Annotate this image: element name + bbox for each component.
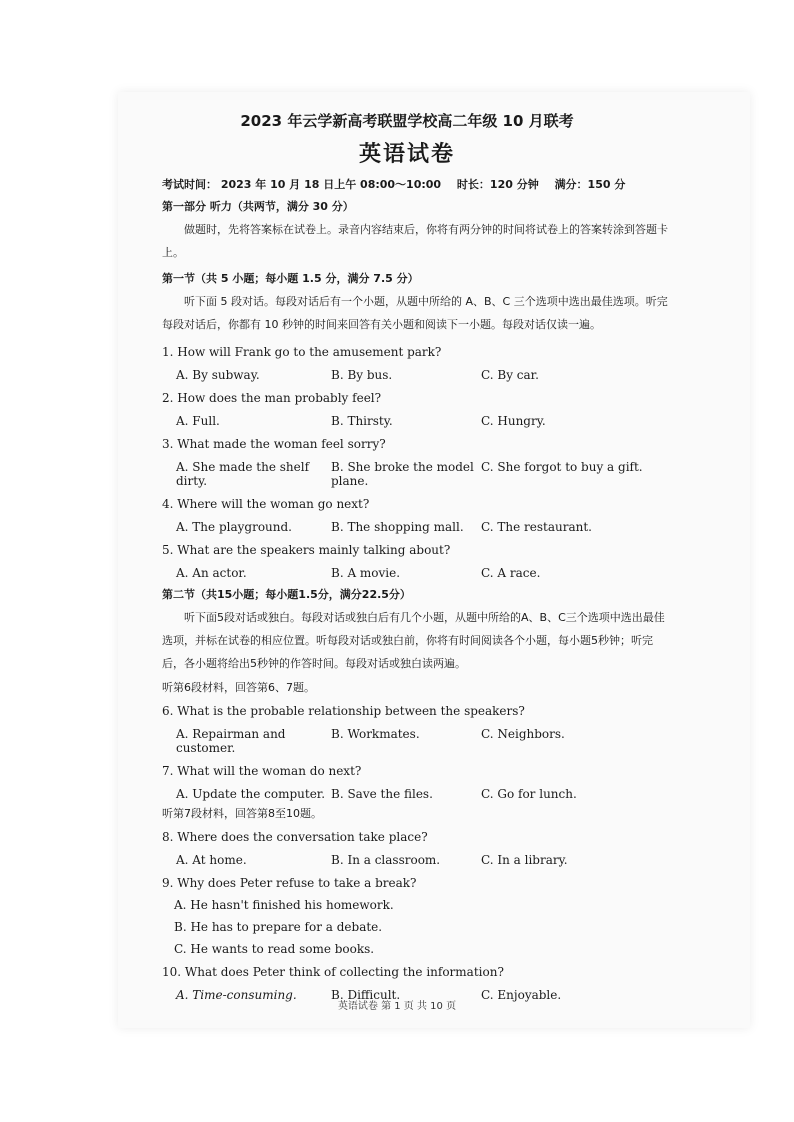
option-a: A. Update the computer. [176,787,326,801]
option-c: C. Hungry. [481,414,546,428]
option-a: A. The playground. [176,520,292,534]
part1-instruction: 做题时，先将答案标在试卷上。录音内容结束后，你将有两分钟的时间将试卷上的答案转涂到答题卡上。 [162,223,668,259]
option-b: B. She broke the model plane. [331,460,474,488]
section1-heading: 第一节（共 5 小题；每小题 1.5 分，满分 7.5 分） [162,272,419,285]
section2-instruction: 听下面5段对话或独白。每段对话或独白后有几个小题，从题中所给的A、B、C三个选项中选出最佳选项，并标在试卷的相应位置。听每段对话或独白前，你将有时间阅读各个小题，每小题5秒钟；听完后，各小题将给出5秒钟的作答时间。每段对话或独白读两遍。 [162,611,665,670]
question-6 [162,704,672,755]
options [174,898,672,956]
question-text: 8. Where does the conversation take place? [162,830,428,844]
option-a: A. Full. [176,414,220,428]
question-text: 6. What is the probable relationship between the speakers? [162,704,525,718]
option-a: A. He hasn't finished his homework. [174,898,394,912]
option-a: A. By subway. [176,368,260,382]
question-7 [162,764,672,801]
question-1 [162,345,672,382]
question-text: 4. Where will the woman go next? [162,497,370,511]
question-3 [162,437,672,488]
options [176,787,672,801]
question-text: 5. What are the speakers mainly talking about? [162,543,451,557]
option-c: C. Neighbors. [481,727,565,741]
question-text: 9. Why does Peter refuse to take a break? [162,876,417,890]
option-b: B. Workmates. [331,727,420,741]
material-7-note: 听第7段材料，回答第8至10题。 [162,807,322,820]
question-text: 10. What does Peter think of collecting the information? [162,965,504,979]
option-c: C. A race. [481,566,541,580]
exam-time: 考试时间： 2023 年 10 月 18 日上午 08:00～10:00 [162,178,442,191]
option-c: C. Go for lunch. [481,787,577,801]
exam-info [162,176,672,192]
exam-title: 2023 年云学新高考联盟学校高二年级 10 月联考 [240,112,574,130]
option-b: B. In a classroom. [331,853,441,867]
option-b: B. Thirsty. [331,414,393,428]
question-text: 1. How will Frank go to the amusement park? [162,345,442,359]
question-9 [162,876,672,956]
question-text: 2. How does the man probably feel? [162,391,382,405]
question-5 [162,543,672,580]
options [176,460,672,488]
option-b: B. Difficult. [331,988,401,1002]
options [176,566,672,580]
option-b: B. A movie. [331,566,401,580]
option-b: B. By bus. [331,368,393,382]
option-b: B. The shopping mall. [331,520,464,534]
section2-heading: 第二节（共15小题；每小题1.5分，满分22.5分） [162,588,411,601]
option-a: A. An actor. [176,566,247,580]
exam-page [162,108,672,1002]
exam-duration: 时长：120 分钟 [456,178,539,191]
option-a: A. Repairman and customer. [176,727,286,755]
option-a: A. At home. [176,853,247,867]
part1-heading: 第一部分 听力（共两节，满分 30 分） [162,200,354,213]
question-4 [162,497,672,534]
option-a: A. Time-consuming. [176,988,297,1002]
options [176,727,672,755]
option-b: B. Save the files. [331,787,433,801]
options [176,520,672,534]
options [176,853,672,867]
subject-title: 英语试卷 [358,142,455,167]
option-c: C. He wants to read some books. [174,942,375,956]
options [176,414,672,428]
option-c: C. Enjoyable. [481,988,562,1002]
question-8 [162,830,672,867]
exam-full-score: 满分：150 分 [554,178,626,191]
option-c: C. In a library. [481,853,568,867]
option-c: C. The restaurant. [481,520,592,534]
option-a: A. She made the shelf dirty. [176,460,310,488]
section1-instruction: 听下面 5 段对话。每段对话后有一个小题，从题中所给的 A、B、C 三个选项中选出最佳选项。听完每段对话后，你都有 10 秒钟的时间来回答有关小题和阅读下一小题。每段对话仅读一遍。 [162,295,668,331]
options [176,368,672,382]
question-2 [162,391,672,428]
question-text: 3. What made the woman feel sorry? [162,437,386,451]
page-footer: 英语试卷 第 1 页 共 10 页 [337,1001,457,1012]
option-b: B. He has to prepare for a debate. [174,920,383,934]
material-6-note: 听第6段材料，回答第6、7题。 [162,681,315,694]
question-text: 7. What will the woman do next? [162,764,362,778]
option-c: C. By car. [481,368,539,382]
option-c: C. She forgot to buy a gift. [481,460,643,474]
